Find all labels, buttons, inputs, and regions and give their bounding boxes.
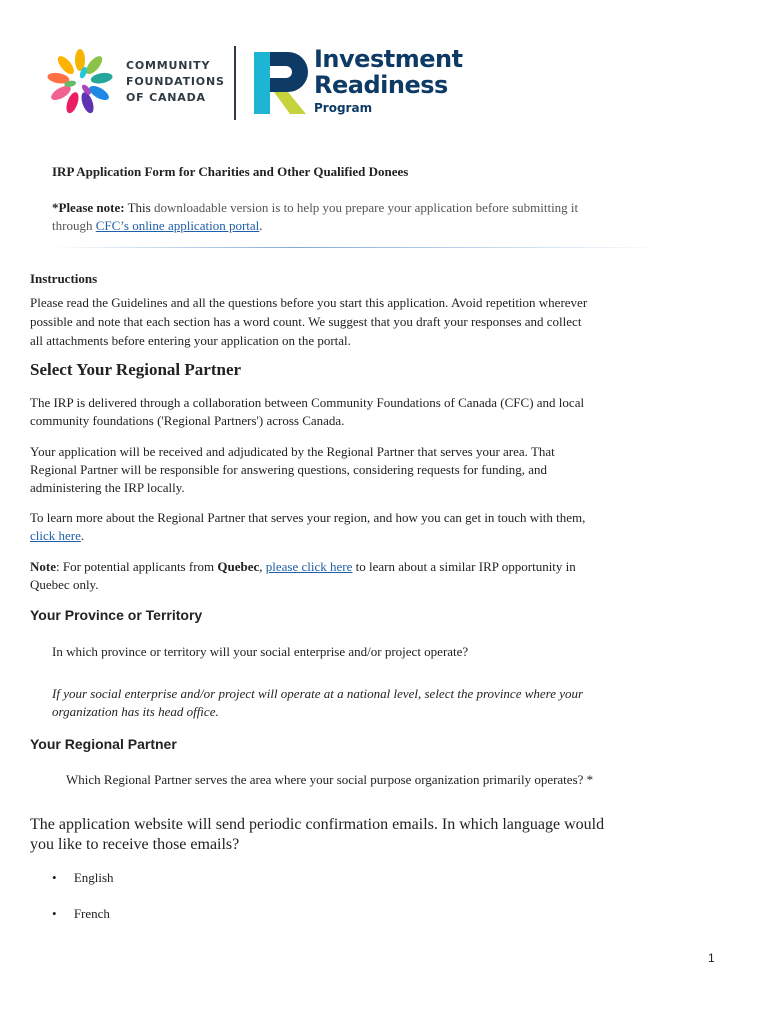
paragraph-adjudication [30,443,620,497]
cfc-logo-line: OF CANADA [126,91,206,104]
cfc-logo-line: COMMUNITY [126,59,211,72]
cfc-logo-line: FOUNDATIONS [126,75,225,88]
province-heading: Your Province or Territory [30,607,203,623]
bullet-icon: • [52,906,57,921]
note2-line2: Quebec only. [30,577,99,592]
note-this: This [127,200,151,215]
paragraph-line: The IRP is delivered through a collaboration between Community Foundations of Canada (CFC) and local [30,395,585,410]
please-note [52,199,578,217]
irp-logo-title [314,46,463,98]
note-through: through [52,218,93,233]
cfc-portal-link[interactable]: CFC’s online application portal [95,218,260,233]
partner-heading: Your Regional Partner [30,736,177,752]
quebec-note [30,558,630,594]
province-hint [52,685,583,721]
instructions-line: Please read the Guidelines and all the questions before you start this application. Avoid repetition wherever [30,295,588,310]
form-title: IRP Application Form for Charities and Other Qualified Donees [52,164,409,179]
irp-logo-subtitle: Program [314,101,373,115]
note2-quebec: Quebec [217,559,260,574]
paragraph-line: To learn more about the Regional Partner that serves your region, and how you can get in touch with them, [30,510,586,525]
language-option-french[interactable] [52,906,110,922]
note2-text2: to learn about a similar IRP opportunity in [355,559,576,574]
note-label: *Please note: [52,200,125,215]
section-divider [52,247,664,248]
instructions-text [30,293,587,350]
option-label: English [73,870,114,885]
note-text: downloadable version is to help you prepare your application before submitting it [153,200,579,215]
paragraph-line: administering the IRP locally. [30,480,185,495]
cfc-logo-text [126,58,225,106]
paragraph-line: Regional Partner will be responsible for answering questions, considering requests for funding, and [30,462,547,477]
irp-title-line1: Investment [314,45,463,73]
note2-comma: , [259,559,263,574]
page-number: 1 [708,951,715,965]
option-label: French [73,906,110,921]
paragraph-line: Your application will be received and adjudicated by the Regional Partner that serves your area. That [30,444,555,459]
hint-line: organization has its head office. [52,704,219,719]
section-heading: Select Your Regional Partner [30,360,242,379]
instructions-line: possible and note that each section has a word count. We suggest that you draft your responses and collect [30,314,582,329]
paragraph-learn-more [30,509,630,545]
please-note-line2 [52,217,263,235]
hint-line: If your social enterprise and/or project will operate at a national level, select the province where your [52,686,584,701]
language-option-english[interactable] [52,870,114,886]
note2-label: Note [30,559,56,574]
quebec-link[interactable]: please click here [265,559,353,574]
paragraph-line: community foundations ('Regional Partners') across Canada. [30,413,345,428]
note2-text1: : For potential applicants from [56,559,215,574]
irp-logo-mark [252,48,312,118]
note-end: . [259,218,263,233]
irp-title-line2: Readiness [314,71,448,99]
language-question [30,815,604,855]
logo-divider [234,46,236,120]
regional-partner-link[interactable]: click here [30,528,81,543]
paragraph-collaboration [30,394,620,430]
province-question: In which province or territory will your social enterprise and/or project operate? [52,644,469,659]
instructions-line: all attachments before entering your application on the portal. [30,333,351,348]
partner-question: Which Regional Partner serves the area where your social purpose organization primarily operates? * [66,772,594,787]
language-line: you like to receive those emails? [30,836,240,853]
para3-end: . [80,528,85,543]
bullet-icon: • [52,870,57,885]
instructions-heading: Instructions [30,271,98,286]
language-line: The application website will send periodic confirmation emails. In which language would [30,816,605,833]
